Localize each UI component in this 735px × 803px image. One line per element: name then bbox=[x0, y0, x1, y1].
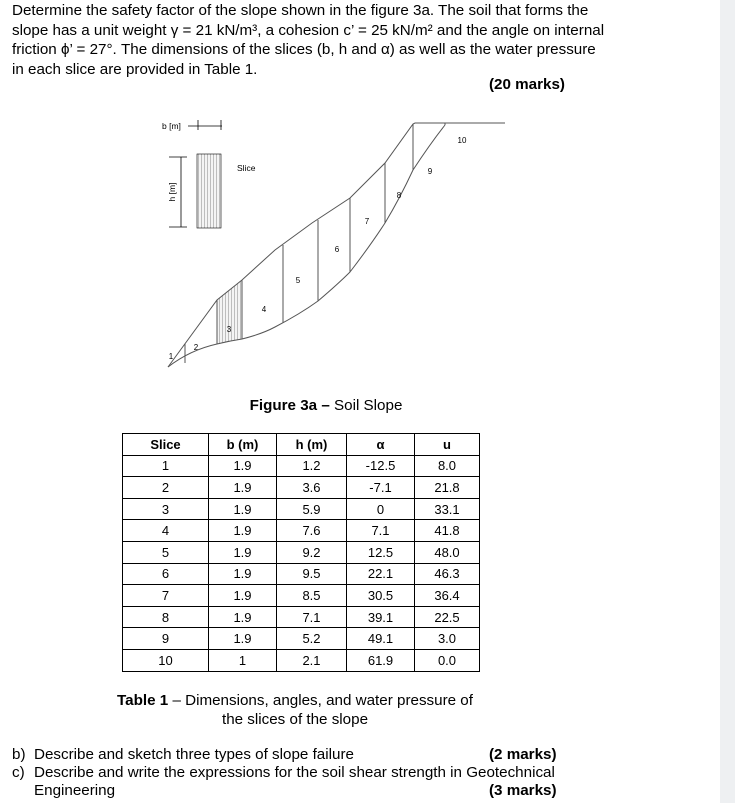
table-cell: 30.5 bbox=[347, 585, 415, 607]
table-cell: 0.0 bbox=[415, 649, 480, 671]
table-caption-text: – Dimensions, angles, and water pressure of bbox=[168, 692, 473, 709]
table-cell: 41.8 bbox=[415, 520, 480, 542]
slice-number-10: 10 bbox=[457, 136, 467, 145]
slice-number-8: 8 bbox=[396, 191, 402, 200]
table-cell: 1 bbox=[209, 649, 277, 671]
subquestion-b-label: b) bbox=[12, 746, 26, 763]
table-row bbox=[123, 649, 480, 671]
table-cell: 10 bbox=[123, 649, 209, 671]
table-cell: 7.1 bbox=[277, 606, 347, 628]
subquestion-c-label: c) bbox=[12, 764, 25, 781]
table-row bbox=[123, 628, 480, 650]
table-cell: -7.1 bbox=[347, 477, 415, 499]
subquestion-c-text-line-1: Describe and write the expressions for the soil shear strength in Geotechnical bbox=[34, 764, 555, 781]
slice-legend-label: Slice bbox=[237, 163, 256, 173]
figure-caption bbox=[0, 397, 652, 414]
table-cell: 1.9 bbox=[209, 563, 277, 585]
table-caption-line-2: the slices of the slope bbox=[221, 711, 369, 728]
table-header-row bbox=[123, 434, 480, 456]
table-cell: 1.9 bbox=[209, 455, 277, 477]
table-row bbox=[123, 498, 480, 520]
slice-number-5: 5 bbox=[295, 276, 301, 285]
subquestion-c-marks: (3 marks) bbox=[489, 782, 557, 799]
table-cell: 1 bbox=[123, 455, 209, 477]
subquestion-b bbox=[12, 746, 354, 764]
slice-number-4: 4 bbox=[261, 305, 267, 314]
column-header: α bbox=[347, 434, 415, 456]
table-cell: 21.8 bbox=[415, 477, 480, 499]
table-cell: 5 bbox=[123, 541, 209, 563]
table-body bbox=[123, 455, 480, 671]
table-row bbox=[123, 520, 480, 542]
slice-number-2: 2 bbox=[193, 343, 199, 352]
slice-number-1: 1 bbox=[168, 352, 174, 361]
question-line-3: friction ϕ’ = 27°. The dimensions of the slices (b, h and α) as well as the water pressure bbox=[12, 41, 596, 58]
table-cell: 1.9 bbox=[209, 477, 277, 499]
table-cell: 61.9 bbox=[347, 649, 415, 671]
table-row bbox=[123, 477, 480, 499]
table-cell: -12.5 bbox=[347, 455, 415, 477]
table-cell: 3.0 bbox=[415, 628, 480, 650]
table-row bbox=[123, 541, 480, 563]
question-text bbox=[12, 1, 712, 79]
table-cell: 33.1 bbox=[415, 498, 480, 520]
table-row bbox=[123, 563, 480, 585]
subquestion-c-text-line-2: Engineering bbox=[34, 782, 116, 799]
sample-slice bbox=[197, 154, 221, 228]
table-cell: 8.0 bbox=[415, 455, 480, 477]
table-cell: 2 bbox=[123, 477, 209, 499]
table-row bbox=[123, 585, 480, 607]
column-header: h (m) bbox=[277, 434, 347, 456]
question-line-4: in each slice are provided in Table 1. bbox=[12, 60, 258, 78]
table-cell: 1.9 bbox=[209, 606, 277, 628]
table-cell: 12.5 bbox=[347, 541, 415, 563]
slice-table bbox=[122, 433, 480, 672]
column-header: b (m) bbox=[209, 434, 277, 456]
subquestion-b-text: Describe and sketch three types of slope failure bbox=[34, 746, 354, 763]
table-cell: 39.1 bbox=[347, 606, 415, 628]
slice-number-6: 6 bbox=[334, 245, 340, 254]
table-cell: 7.6 bbox=[277, 520, 347, 542]
table-cell: 1.2 bbox=[277, 455, 347, 477]
table-cell: 3 bbox=[123, 498, 209, 520]
figure-caption-label: Figure 3a – bbox=[249, 397, 330, 414]
soil-slope-figure bbox=[0, 100, 735, 395]
table-cell: 9.5 bbox=[277, 563, 347, 585]
question-line-2: slope has a unit weight γ = 21 kN/m³, a cohesion c’ = 25 kN/m² and the angle on internal bbox=[12, 21, 605, 39]
table-caption bbox=[100, 691, 490, 729]
table-cell: 8.5 bbox=[277, 585, 347, 607]
subquestion-c bbox=[12, 764, 555, 800]
subquestion-b-marks: (2 marks) bbox=[489, 746, 557, 763]
table-cell: 1.9 bbox=[209, 498, 277, 520]
table-row bbox=[123, 606, 480, 628]
slice-number-3: 3 bbox=[226, 325, 232, 334]
table-cell: 7.1 bbox=[347, 520, 415, 542]
slice-number-9: 9 bbox=[427, 167, 433, 176]
table-cell: 7 bbox=[123, 585, 209, 607]
table-cell: 1.9 bbox=[209, 628, 277, 650]
figure-caption-text: Soil Slope bbox=[329, 397, 403, 414]
table-cell: 6 bbox=[123, 563, 209, 585]
table-cell: 5.2 bbox=[277, 628, 347, 650]
table-cell: 1.9 bbox=[209, 541, 277, 563]
table-row bbox=[123, 455, 480, 477]
table-cell: 2.1 bbox=[277, 649, 347, 671]
table-cell: 4 bbox=[123, 520, 209, 542]
table-cell: 1.9 bbox=[209, 520, 277, 542]
b-dimension-label: b [m] bbox=[162, 121, 181, 131]
slice-number-7: 7 bbox=[364, 217, 370, 226]
question-line-1: Determine the safety factor of the slope shown in the figure 3a. The soil that forms the bbox=[12, 2, 589, 19]
question-marks: (20 marks) bbox=[489, 76, 565, 93]
h-dimension-label: h [m] bbox=[167, 182, 177, 202]
table-cell: 8 bbox=[123, 606, 209, 628]
table-cell: 49.1 bbox=[347, 628, 415, 650]
table-cell: 3.6 bbox=[277, 477, 347, 499]
table-cell: 22.5 bbox=[415, 606, 480, 628]
table-cell: 22.1 bbox=[347, 563, 415, 585]
table-cell: 36.4 bbox=[415, 585, 480, 607]
column-header: u bbox=[415, 434, 480, 456]
table-cell: 0 bbox=[347, 498, 415, 520]
table-cell: 9 bbox=[123, 628, 209, 650]
table-cell: 1.9 bbox=[209, 585, 277, 607]
column-header: Slice bbox=[123, 434, 209, 456]
table-cell: 5.9 bbox=[277, 498, 347, 520]
table-cell: 48.0 bbox=[415, 541, 480, 563]
table-cell: 9.2 bbox=[277, 541, 347, 563]
table-caption-label: Table 1 bbox=[117, 692, 169, 709]
table-cell: 46.3 bbox=[415, 563, 480, 585]
